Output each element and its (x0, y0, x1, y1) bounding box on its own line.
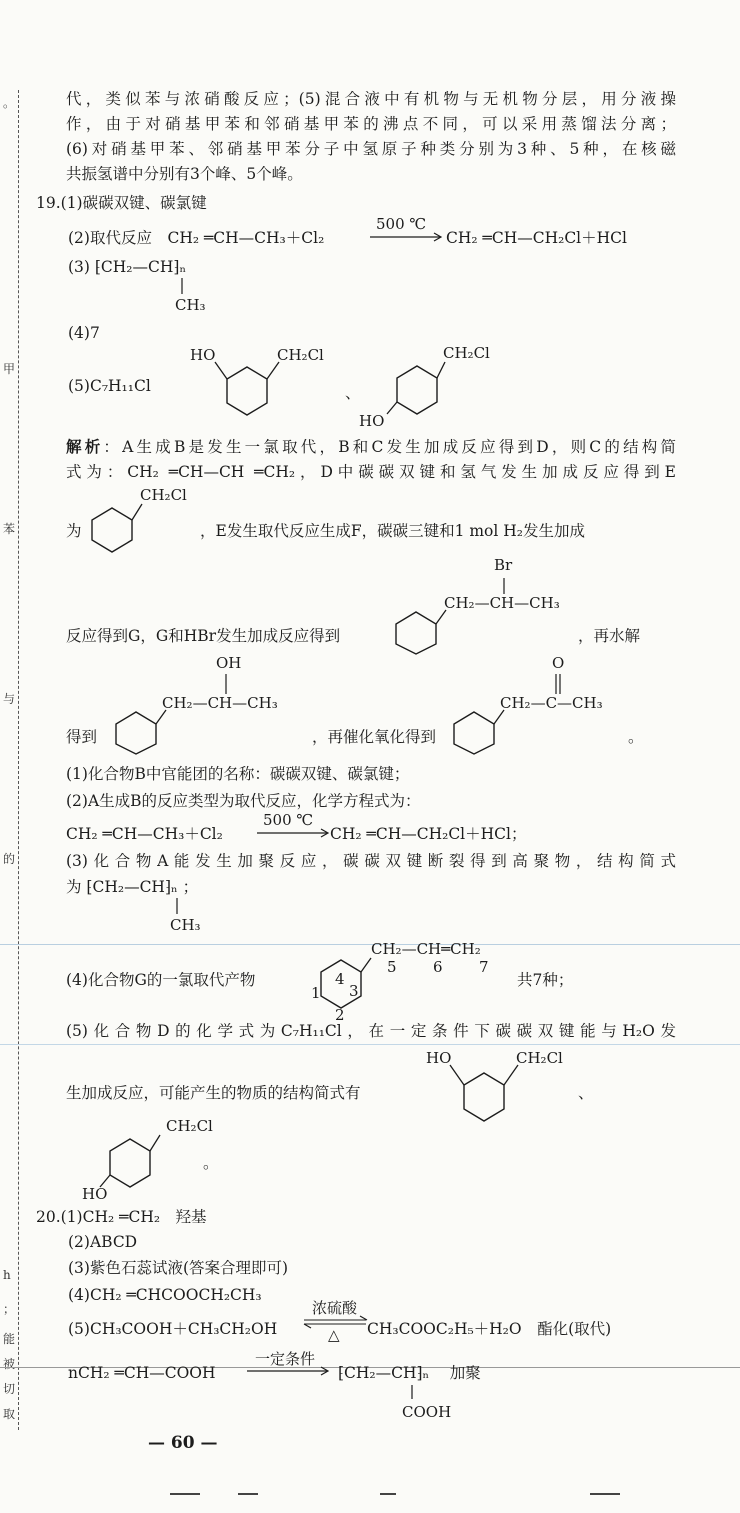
condition-acid: 浓硫酸 (312, 1299, 358, 1317)
reaction-arrow (255, 812, 335, 844)
edge-char: 能 (3, 1332, 16, 1346)
answer-line: 生加成反应，可能产生的物质的结构简式有 (66, 1084, 361, 1102)
answer-line: CH₂ ═CH—CH₂Cl＋HCl； (330, 825, 527, 843)
structure-G-allylcyclohexane-numbered (311, 936, 525, 1024)
scan-mark (238, 1493, 258, 1495)
answer-line: (5)化合物D的化学式为C₇H₁₁Cl，在一定条件下碳碳双键能与H₂O发 (66, 1022, 676, 1040)
answer-line: 。 (203, 1154, 219, 1172)
analysis-line: 。 (628, 728, 644, 746)
text-line: (6)对硝基甲苯、邻硝基甲苯分子中氢原子种类分别为3种、5种，在核磁 (66, 140, 676, 158)
q19-1: 19.(1)碳碳双键、碳氯键 (36, 194, 207, 212)
analysis-line: 式为：CH₂ ═CH—CH ═CH₂，D中碳碳双键和氢气发生加成反应得到E (66, 463, 676, 481)
carboxyl-branch (400, 1383, 470, 1423)
analysis-line: ，再催化氧化得到 (312, 728, 437, 746)
reversible-arrow (302, 1300, 372, 1346)
structure-hydroxy-chloromethyl-cyclohexane-1 (420, 1045, 590, 1135)
ch2cl-label: CH₂Cl (166, 1117, 213, 1135)
ch2cl-label: CH₂Cl (277, 346, 324, 364)
position-number: 3 (349, 982, 359, 1000)
separator: 、 (345, 384, 361, 402)
text-line: 作，由于对硝基甲苯和邻硝基甲苯的沸点不同，可以采用蒸馏法分离； (66, 115, 676, 133)
edge-char: 取 (3, 1407, 16, 1421)
position-number: 6 (433, 958, 443, 976)
q20-5-right: CH₃COOC₂H₅＋H₂O 酯化(取代) (367, 1320, 612, 1338)
q20-4: (4)CH₂ ═CHCOOCH₂CH₃ (68, 1286, 262, 1304)
analysis-line: 反应得到G，G和HBr发生加成反应得到 (66, 627, 341, 645)
analysis-text: ：A生成B是发生一氯取代，B和C发生加成反应得到D，则C的结构简 (103, 438, 676, 456)
cooh-label: COOH (402, 1403, 452, 1421)
ch2cl-label: CH₂Cl (140, 486, 187, 504)
edge-char: 。 (3, 96, 16, 110)
edge-char: 苯 (3, 522, 16, 536)
structure-cyclohexylacetone (452, 652, 652, 752)
ch2cl-label: CH₂Cl (516, 1049, 563, 1067)
condition-heat: △ (328, 1326, 340, 1344)
scan-mark (170, 1493, 200, 1495)
analysis-line: ，E发生取代反应生成F，碳碳三键和1 mol H₂发生加成 (200, 522, 586, 540)
position-number: 2 (335, 1006, 345, 1024)
br-label: Br (494, 556, 513, 574)
answer-line: 为 ⁅CH₂—CH⁆ₙ ； (66, 878, 199, 896)
methyl-branch (165, 896, 215, 936)
reaction-arrow (368, 216, 448, 248)
ch2cl-label: CH₂Cl (443, 344, 490, 362)
edge-char: 甲 (3, 362, 16, 376)
edge-char: 被 (3, 1357, 16, 1371)
ch3-label: CH₃ (175, 296, 206, 314)
ho-label: HO (190, 346, 216, 364)
answer-line: CH₂ ═CH—CH₃＋Cl₂ (66, 825, 223, 843)
reaction-arrow (245, 1352, 335, 1384)
structure-hydroxypropylcyclohexane (114, 652, 304, 752)
ho-label: HO (359, 412, 385, 430)
q20-6-left: nCH₂ ═CH—COOH (68, 1364, 216, 1382)
q20-1: 20.(1)CH₂ ═CH₂ 羟基 (36, 1208, 207, 1226)
q20-3: (3)紫色石蕊试液(答案合理即可) (68, 1259, 289, 1277)
analysis-line (66, 436, 676, 458)
ch3-label: CH₃ (170, 916, 201, 934)
o-label: O (552, 654, 565, 672)
answer-line: (3)化合物A能发生加聚反应，碳碳双键断裂得到高聚物，结构简式 (66, 852, 676, 870)
q20-5-left: (5)CH₃COOH＋CH₃CH₂OH (68, 1320, 278, 1338)
answer-line: 共7种； (517, 971, 574, 989)
analysis-line: 得到 (66, 728, 98, 746)
edge-char: 的 (3, 852, 16, 866)
ho-label: HO (426, 1049, 452, 1067)
edge-char: 与 (3, 692, 16, 706)
chain-label: CH₂—CH═CH₂ (371, 940, 481, 958)
condition-catalyst: 一定条件 (255, 1350, 316, 1368)
q19-2-left: (2)取代反应 CH₂ ═CH—CH₃＋Cl₂ (68, 229, 325, 247)
binding-cut-line (18, 90, 19, 1430)
oh-label: OH (216, 654, 242, 672)
q19-4: (4)7 (68, 324, 100, 342)
structure-bromopropylcyclohexane (394, 554, 584, 654)
analysis-line: ，再水解 (578, 627, 641, 645)
scan-line (0, 1044, 740, 1045)
position-number: 1 (311, 984, 321, 1002)
position-number: 4 (335, 970, 345, 988)
q19-3: (3) ⁅CH₂—CH⁆ₙ (68, 258, 187, 276)
text-line: 代，类似苯与浓硝酸反应；(5)混合液中有机物与无机物分层，用分液操 (66, 90, 676, 108)
answer-line: (2)A生成B的反应类型为取代反应，化学方程式为： (66, 792, 421, 810)
condition-temp: 500 ℃ (376, 215, 427, 233)
q19-5: (5)C₇H₁₁Cl (68, 377, 151, 395)
chain-label: CH₂—C—CH₃ (500, 694, 603, 712)
edge-char: ； (3, 1302, 16, 1316)
edge-char: h (3, 1268, 11, 1282)
scan-mark (590, 1493, 620, 1495)
answer-line: (4)化合物G的一氯取代产物 (66, 971, 256, 989)
methyl-branch (170, 276, 220, 316)
chain-label: CH₂—CH—CH₃ (444, 594, 560, 612)
q19-2-right: CH₂ ═CH—CH₂Cl＋HCl (446, 229, 627, 247)
page-number: — 60 — (148, 1433, 218, 1453)
q20-6-right: ⁅CH₂—CH⁆ₙ 加聚 (338, 1364, 481, 1382)
structure-E-chloromethylcyclohexane (90, 484, 210, 554)
analysis-label: 解析 (66, 437, 104, 456)
position-number: 7 (479, 958, 489, 976)
ho-label: HO (82, 1185, 108, 1203)
answer-line: (1)化合物B中官能团的名称：碳碳双键、碳氯键； (66, 765, 410, 783)
condition-temp: 500 ℃ (263, 811, 314, 829)
structure-hydroxy-chloromethyl-cyclohexane-2 (355, 342, 515, 430)
analysis-line: 为 (66, 522, 82, 540)
structure-hydroxy-chloromethyl-cyclohexane-1 (185, 340, 355, 420)
q20-2: (2)ABCD (68, 1233, 138, 1251)
position-number: 5 (387, 958, 397, 976)
edge-char: 切 (3, 1382, 16, 1396)
scan-mark (380, 1493, 396, 1495)
text-line: 共振氢谱中分别有3个峰、5个峰。 (66, 165, 303, 183)
separator: 、 (578, 1084, 594, 1102)
chain-label: CH₂—CH—CH₃ (162, 694, 278, 712)
